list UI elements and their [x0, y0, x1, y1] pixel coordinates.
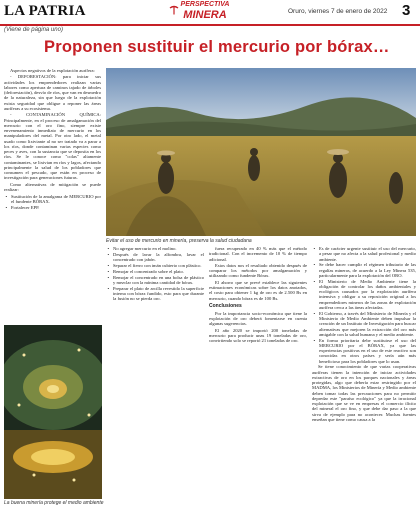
list-item: • Sustitución de la amalgama de MERCURIO por el fundente BÓRAX. [4, 194, 101, 205]
list-item: • Fortalecer EPP. [4, 205, 101, 210]
article-column-3 [209, 246, 307, 345]
page-number: 3 [402, 2, 411, 19]
miners-photo [106, 68, 416, 236]
paragraph: Estos datos nos el resultado obtenido después de comparar los métodos por amalgamación y utilizando como fundente Bórax. [209, 262, 307, 279]
list-item: • En forma prioritaria debe sustituirse el uso del MERCURIO por el BÓRAX, ya que las experiencias positivas en el uso de este reactivo son conocidas en otros países y sería aún más beneficioso para los pobladores que lo usan. [312, 338, 416, 364]
article-column-4 [312, 246, 416, 423]
paragraph: El año 2020 se importó 200 toneladas de mercurio para producir unas 19 toneladas de oro, convirtiendo solo se reportó 21 toneladas de oro. [209, 327, 307, 344]
paragraph: Por la importancia socio-económica que tiene la explotación de oro deberá fomentarse en cuenta algunas sugerencias. [209, 310, 307, 327]
subheading-conclusions: Conclusiones [209, 302, 242, 309]
continued-note: (Viene de página uno) [4, 27, 63, 33]
list-item: • Se debe hacer cumplir el régimen tributario de las regalías mineras, de acuerdo a la Ley Minera 535, particularmente para la explotación del ORO. [312, 262, 416, 278]
photo-caption-top: Evitar el uso de mercurio en minería, preserva la salud ciudadana [106, 238, 252, 244]
photo-caption-bottom: La buena minería protege el medio ambiente [4, 500, 104, 506]
paragraph: Como alternativas de mitigación se puede realizar: [4, 181, 101, 193]
paragraph: Aspectos negativos de la explotación aurífera: [10, 68, 95, 73]
gold-processing-image [4, 325, 102, 499]
list-item: • Preparar el plato de arcilla revestido la superficie interna con bórax fundido, esto para que durante la fusión no se pierda oro. [106, 286, 204, 302]
paragraph: fuera recuperado en 40 % más que el método tradicional. Con el incremento de 10 % de tiempo adicional. [209, 246, 307, 262]
header-rule [0, 24, 420, 26]
mitigation-list [4, 194, 101, 210]
list-item: • Remojar el concentrado sobre el plato. [106, 269, 204, 274]
recommendations-list [312, 246, 416, 364]
newspaper-brand: LA PATRIA [4, 3, 86, 19]
paragraph: Se tiene conocimiento de que varias cooperativas auríferas tienen la intención de iniciar actividades extractivas de oro en los parques nacionales y áreas protegidas, algo que debería estar restringido por el MADMA, los Ministerios de Minería y Medio ambiente deben tomar todas las precauciones para no permitir depredar este "paraíso ecológico" ya que la irracional explotación que se ve en empresas el comercio ilícito del mineral el oro fino, y que debe dar paso a la que sirva de ejemplo para no acontecer. Muchas fuentes enseñan que tiene como causa a la [312, 364, 416, 422]
supplement-top-text: PERSPECTIVA [180, 1, 230, 8]
list-item: • Es de carácter urgente sustituir el uso del mercurio, a pesar que no afecta a la salud profesional y medio ambiente. [312, 246, 416, 262]
supplement-logo [176, 1, 234, 23]
dateline: Oruro, viernes 7 de enero de 2022 [288, 8, 388, 15]
headline: Proponen sustituir el mercurio por bórax… [44, 38, 390, 56]
article-column-1 [4, 68, 101, 210]
article-column-2 [106, 246, 204, 302]
miners-photo-image [106, 68, 416, 236]
paragraph: El ahorro que se prevé establece las siguientes estimaciones económicas sobre los datos anotados, el costo para obtener 1 kg de oro es de 2.500 Bs en mercurio, cuando bórax es de 100 Bs. [209, 279, 307, 301]
procedure-list [106, 246, 204, 301]
supplement-main-text: MINERA [183, 9, 227, 21]
list-item: • Remojar el concentrado en una bolsa de plástico y mezclar con la mínima cantidad de bórax. [106, 275, 204, 286]
gold-processing-photo [4, 325, 102, 499]
list-item: • No agregar mercurio en el molino. [106, 246, 204, 251]
list-item: • El Gobierno, a través del Ministerio de Minería y el Ministerio de Medio Ambiente deben impulsar la creación de un Instituto de Investigación para buscar alternativas que mejoren la extracción del oro más amigable con la salud humana y el medio ambiente. [312, 311, 416, 337]
list-item: • El Ministerio de Medio Ambiente tiene la obligación de controlar los daños ambientales y ecológicos causados por la explotación aurífera intensiva y obligar a su reposición original a los emprendedores mineros de las zonas de explotación aurífera cerca a las áreas afectadas. [312, 279, 416, 311]
list-item: • Separar el fierro con imán cubierto con plástico. [106, 263, 204, 268]
paragraph: - CONTAMINACIÓN QUÍMICA: Principalmente, en el proceso de amalgamación del mercurio con el oro fino, siempre existe envenenamiento inmediato de mercurio en los manipuladores del metal. Por otro lado, el metal usado como lixiviante al no ser tratado va a parar a los ríos, donde contaminan varias especies como peces y aves, con la sustancia que se deposita en los ríos. Se le conoce como "colas" altamente contaminantes, se lixivian en ríos y lagos, afectando principalmente la salud de los pobladores que consumen el pescado, que están en proceso de investigación para generaciones futuras. [4, 112, 101, 181]
list-item: • Después de lavar la alfombra, lavar el concentrado con jabón. [106, 252, 204, 263]
paragraph: - DEFORESTACIÓN: para iniciar sus actividades los emprendedores realizan varias labores como apertura de caminos tajado de árboles (deforestación), desvío de ríos, que van en desmedro de la naturaleza, sin que luego de la explotación exista seguridad que obligue a reponer las áreas auríferas a su ecosistema. [4, 74, 101, 111]
